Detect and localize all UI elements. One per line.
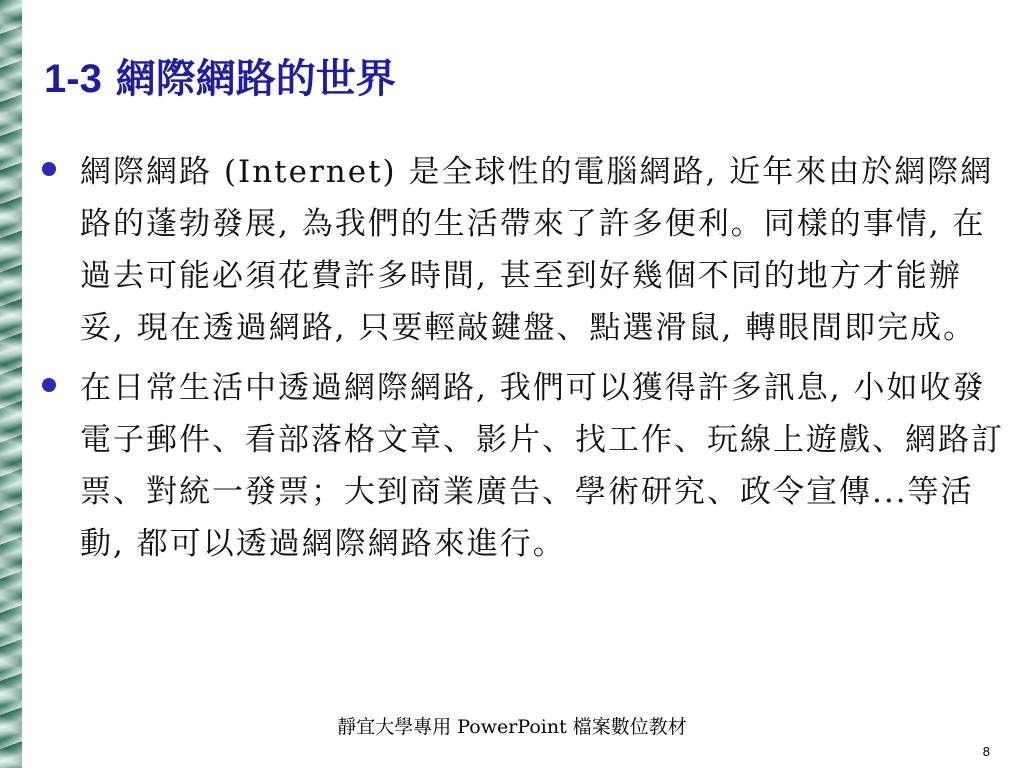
bullet-item <box>36 146 1004 354</box>
page-number: 8 <box>982 744 990 759</box>
slide-title-number: 1-3 <box>44 57 102 101</box>
bullet-text: 網際網路 (Internet) 是全球性的電腦網路, 近年來由於網際網路的蓬勃發展, 為我們的生活帶來了許多便利。同樣的事情, 在過去可能必須花費許多時間, 甚至到好幾個不同的地方才能辦妥, 現在透過網路, 只要輕敲鍵盤、點選滑鼠, 轉眼間即完成。 <box>80 154 994 346</box>
slide-title <box>44 52 396 106</box>
bullet-item <box>36 362 1004 570</box>
slide-title-text: 網際網路的世界 <box>115 55 396 102</box>
slide-footer: 靜宜大學專用 PowerPoint 檔案數位教材 <box>337 716 687 738</box>
bullet-dot-icon <box>42 162 56 176</box>
bullet-text: 在日常生活中透過網際網路, 我們可以獲得許多訊息, 小如收發電子郵件、看部落格文章、影片、找工作、玩線上遊戲、網路訂票、對統一發票；大到商業廣告、學術研究、政令宣傳...等活動, 都可以透過網際網路來進行。 <box>80 370 1004 562</box>
decorative-side-stripe <box>0 0 22 768</box>
bullet-dot-icon <box>42 378 56 392</box>
bullet-list <box>36 146 1004 578</box>
